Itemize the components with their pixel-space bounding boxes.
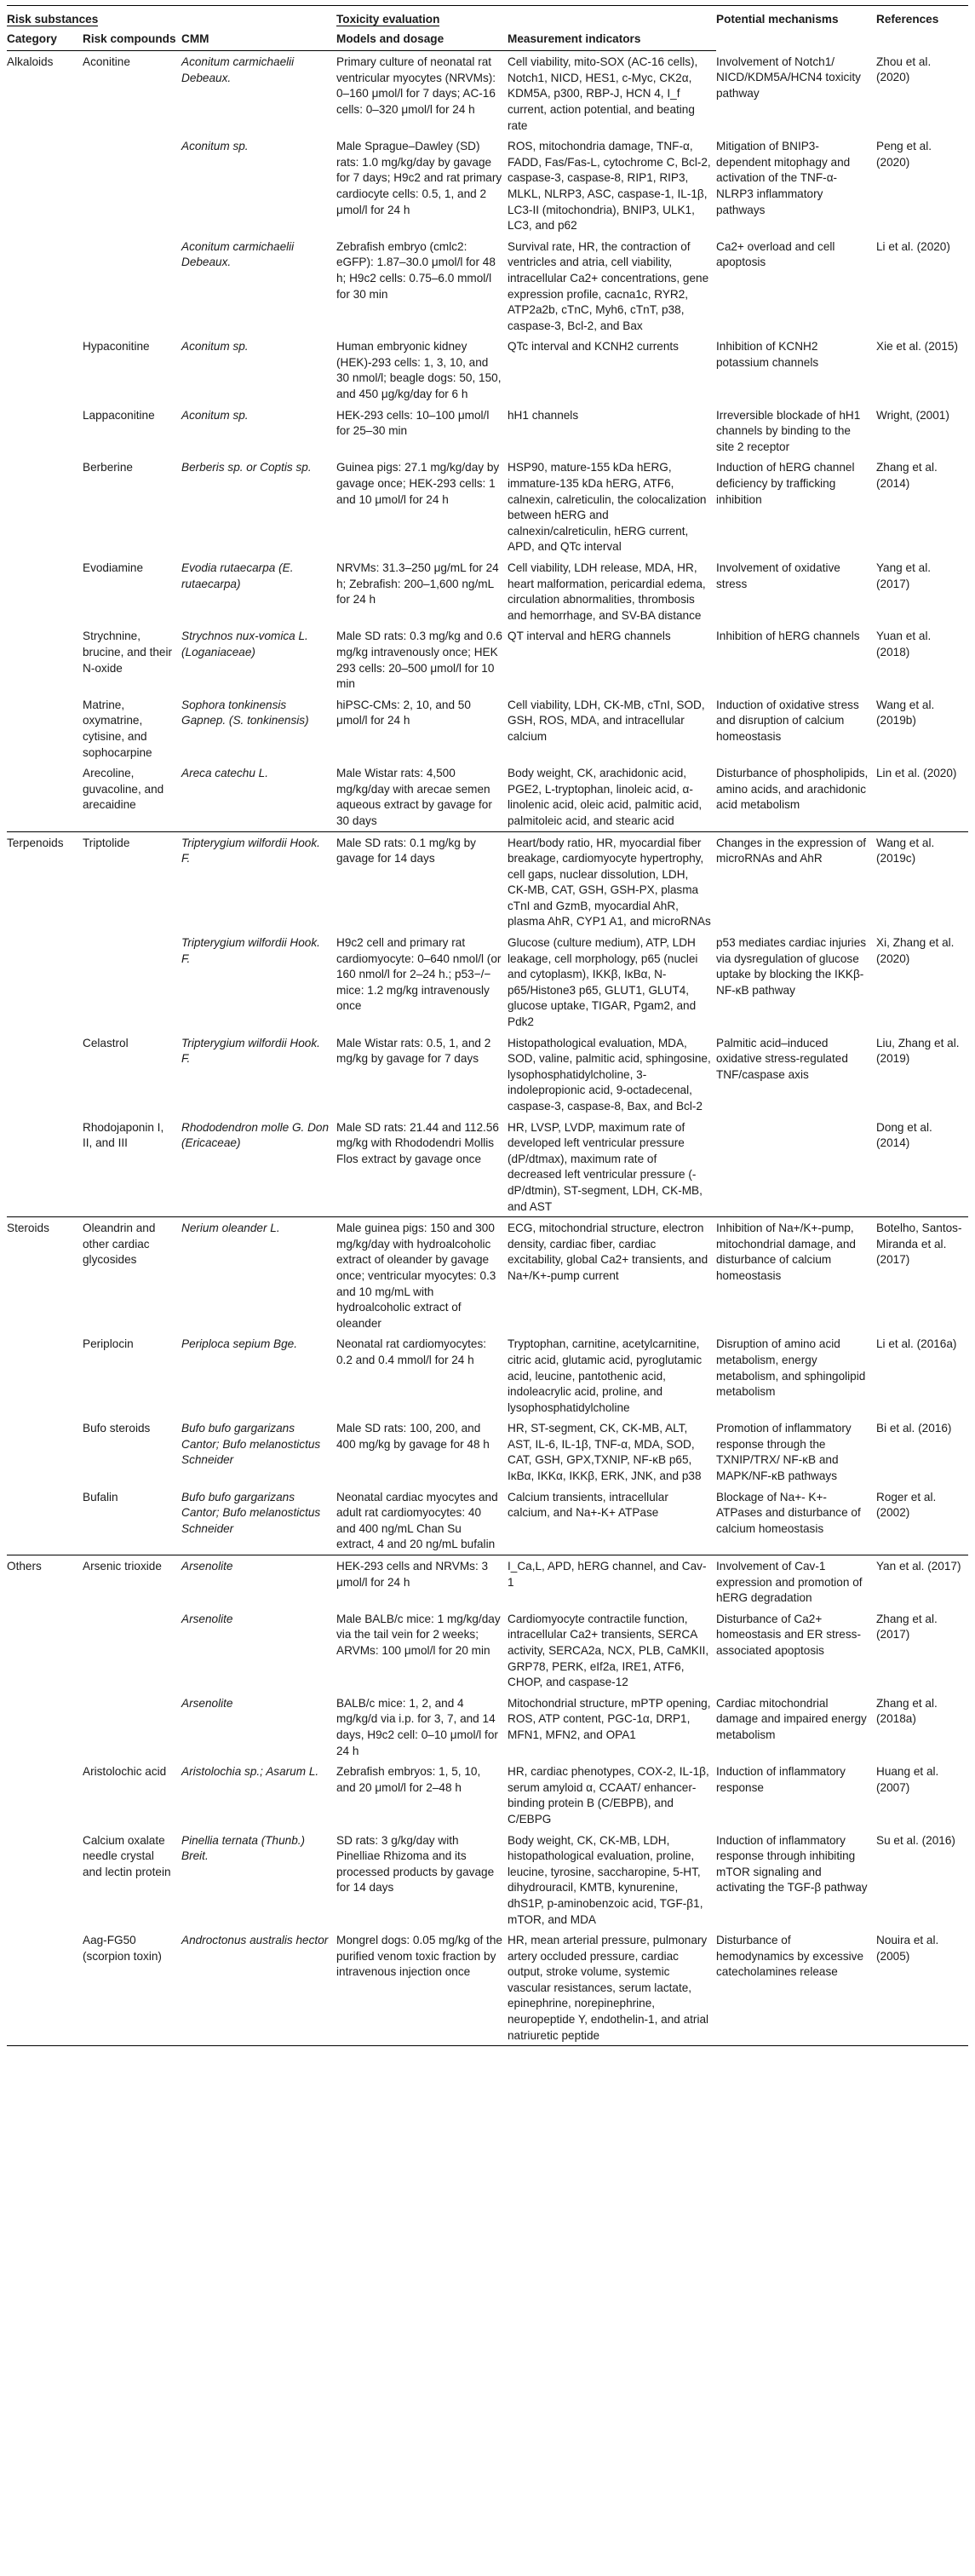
cell-ref: Huang et al. (2007) bbox=[876, 1765, 939, 1794]
header-cmm: CMM bbox=[181, 29, 336, 51]
cell-models: Male SD rats: 0.3 mg/kg and 0.6 mg/kg intravenously once; HEK 293 cells: 20–500 μmol/l for 10 min bbox=[336, 630, 502, 691]
cell-mechanisms: Disturbance of Ca2+ homeostasis and ER stress-associated apoptosis bbox=[716, 1612, 861, 1657]
cell-compound bbox=[83, 1608, 181, 1693]
cell-category bbox=[7, 1032, 83, 1117]
cell-indicators: QT interval and hERG channels bbox=[508, 630, 671, 643]
cell-models: Neonatal rat cardiomyocytes: 0.2 and 0.4 mmol/l for 24 h bbox=[336, 1337, 487, 1366]
cell-mechanisms: Induction of oxidative stress and disruption of calcium homeostasis bbox=[716, 698, 859, 743]
cell-cmm: Aconitum sp. bbox=[181, 140, 249, 153]
cell-cmm: Periploca sepium Bge. bbox=[181, 1337, 298, 1351]
cell-category bbox=[7, 405, 83, 457]
cell-category bbox=[7, 932, 83, 1032]
header-models-and-dosage: Models and dosage bbox=[336, 29, 508, 51]
header-category: Category bbox=[7, 29, 83, 51]
table-row bbox=[7, 694, 968, 762]
cell-cmm: Arsenolite bbox=[181, 1555, 336, 1608]
cell-cmm: Aconitum carmichaelii Debeaux. bbox=[181, 55, 295, 84]
table-row bbox=[7, 336, 968, 404]
table-row bbox=[7, 625, 968, 693]
cell-models: H9c2 cell and primary rat cardiomyocyte: 0–640 nmol/l (or 160 nmol/l for 2–24 h.; p53−/− mice: 1.2 mg/kg intravenously once bbox=[336, 936, 502, 1013]
cell-ref: Zhang et al. (2018a) bbox=[876, 1696, 938, 1726]
cell-category bbox=[7, 1761, 83, 1829]
cell-category bbox=[7, 625, 83, 693]
cell-mechanisms: Inhibition of hERG channels bbox=[716, 630, 860, 643]
cell-compound: Triptolide bbox=[83, 831, 181, 932]
cell-cmm: Tripterygium wilfordii Hook. F. bbox=[181, 936, 320, 965]
cell-models: Male Wistar rats: 0.5, 1, and 2 mg/kg by gavage for 7 days bbox=[336, 1036, 491, 1066]
cell-indicators: Survival rate, HR, the contraction of ventricles and atria, cell viability, intracellular Ca2+ concentrations, gene expression profile, cacna1c, RYR2, ATP2a2b, cTnC, Myh6, cTnT, p38, caspase-3, Bcl-2, and Bax bbox=[508, 239, 709, 332]
cell-models: Male SD rats: 100, 200, and 400 mg/kg by gavage for 48 h bbox=[336, 1422, 490, 1451]
cell-indicators: ECG, mitochondrial structure, electron density, cardiac fiber, cardiac excitability, global Ca2+ transients, and Na+/K+-pump current bbox=[508, 1217, 716, 1334]
cell-ref: Botelho, Santos-Miranda et al. (2017) bbox=[876, 1217, 968, 1334]
cell-cmm: Tripterygium wilfordii Hook. F. bbox=[181, 831, 336, 932]
header-risk-compounds: Risk compounds bbox=[83, 29, 181, 51]
cell-ref: Roger et al. (2002) bbox=[876, 1490, 937, 1520]
cell-cmm: Aconitum carmichaelii Debeaux. bbox=[181, 239, 295, 269]
cell-mechanisms: Promotion of inflammatory response through the TXNIP/TRX/ NF-κB and MAPK/NF-κB pathways bbox=[716, 1422, 852, 1483]
cell-models: Zebrafish embryo (cmlc2: eGFP): 1.87–30.0 μmol/l for 48 h; H9c2 cells: 0.75–6.0 mmol/l for 30 min bbox=[336, 239, 496, 301]
cell-mechanisms: Induction of hERG channel deficiency by trafficking inhibition bbox=[716, 461, 855, 506]
cell-models: Mongrel dogs: 0.05 mg/kg of the purified venom toxic fraction by intravenous injection once bbox=[336, 1929, 508, 2046]
table-row bbox=[7, 1929, 968, 2046]
header-measurement-indicators: Measurement indicators bbox=[508, 29, 716, 51]
cell-category bbox=[7, 1333, 83, 1417]
cell-mechanisms: Changes in the expression of microRNAs and AhR bbox=[716, 831, 876, 932]
cell-compound: Periplocin bbox=[83, 1337, 134, 1351]
cell-mechanisms: Mitigation of BNIP3-dependent mitophagy and activation of the TNF-α-NLRP3 inflammatory pathways bbox=[716, 140, 851, 216]
cell-mechanisms: Palmitic acid–induced oxidative stress-regulated TNF/caspase axis bbox=[716, 1036, 848, 1081]
cell-ref: Wright, (2001) bbox=[876, 408, 949, 422]
cell-ref: Su et al. (2016) bbox=[876, 1833, 955, 1847]
cell-cmm: Areca catechu L. bbox=[181, 767, 269, 780]
cell-category bbox=[7, 135, 83, 236]
cell-models: Male SD rats: 21.44 and 112.56 mg/kg with Rhododendri Mollis Flos extract by gavage once bbox=[336, 1120, 499, 1165]
cell-compound bbox=[83, 135, 181, 236]
cell-indicators: Glucose (culture medium), ATP, LDH leakage, cell morphology, p65 (nuclei and cytoplasm), IKKβ, IκBα, N-p65/Histone3 p65, GLUT1, GLUT4, glucose uptake, TIGAR, Pgam2, and Pdk2 bbox=[508, 936, 698, 1029]
cell-mechanisms: Disturbance of phospholipids, amino acids, and arachidonic acid metabolism bbox=[716, 767, 869, 812]
cell-mechanisms: Disruption of amino acid metabolism, energy metabolism, and sphingolipid metabolism bbox=[716, 1337, 866, 1399]
cell-mechanisms: Irreversible blockade of hH1 channels by binding to the site 2 receptor bbox=[716, 408, 861, 453]
cell-models: Male Sprague–Dawley (SD) rats: 1.0 mg/kg/day by gavage for 7 days; H9c2 and rat primary cardiocyte cells: 0.5, 1, and 2 μmol/l for 24 h bbox=[336, 140, 502, 216]
cell-cmm: Berberis sp. or Coptis sp. bbox=[181, 461, 312, 474]
cell-ref: Wang et al. (2019b) bbox=[876, 698, 935, 727]
cell-models: HEK-293 cells and NRVMs: 3 μmol/l for 24 h bbox=[336, 1555, 508, 1608]
cell-ref: Lin et al. (2020) bbox=[876, 767, 957, 780]
cell-models: Male BALB/c mice: 1 mg/kg/day via the tail vein for 2 weeks; ARVMs: 100 μmol/l for 20 min bbox=[336, 1612, 501, 1657]
table-row bbox=[7, 1761, 968, 1829]
cell-ref: Yang et al. (2017) bbox=[876, 561, 931, 590]
cell-indicators: HR, LVSP, LVDP, maximum rate of developed left ventricular pressure (dP/dtmax), maximum rate of decreased left ventricular pressure (-dP/dtmin), ST-segment, LDH, CK-MB, and AST bbox=[508, 1120, 703, 1213]
cell-compound: Arecoline, guvacoline, and arecaidine bbox=[83, 767, 164, 812]
table-row bbox=[7, 236, 968, 336]
cell-cmm: Strychnos nux-vomica L. (Loganiaceae) bbox=[181, 630, 308, 658]
cell-compound: Matrine, oxymatrine, cytisine, and sophocarpine bbox=[83, 698, 152, 759]
cell-models: Human embryonic kidney (HEK)-293 cells: 1, 3, 10, and 30 nmol/l; beagle dogs: 50, 150, and 450 μg/kg/day for 6 h bbox=[336, 340, 502, 401]
cell-mechanisms bbox=[716, 1117, 876, 1217]
cell-category bbox=[7, 1417, 83, 1486]
toxicity-table bbox=[7, 5, 968, 2046]
cell-models: Male Wistar rats: 4,500 mg/kg/day with arecae semen aqueous extract by gavage for 30 days bbox=[336, 767, 492, 827]
toxicity-table-page bbox=[7, 5, 968, 2046]
cell-ref: Wang et al. (2019c) bbox=[876, 831, 968, 932]
cell-ref: Nouira et al. (2005) bbox=[876, 1929, 968, 2046]
cell-category: Terpenoids bbox=[7, 831, 83, 932]
cell-ref: Liu, Zhang et al. (2019) bbox=[876, 1036, 960, 1066]
table-row bbox=[7, 1486, 968, 1555]
cell-ref: Peng et al. (2020) bbox=[876, 140, 932, 169]
cell-cmm: Bufo bufo gargarizans Cantor; Bufo melanostictus Schneider bbox=[181, 1422, 321, 1467]
cell-models: BALB/c mice: 1, 2, and 4 mg/kg/d via i.p. for 3, 7, and 14 days, H9c2 cell: 0–10 μmol/l for 24 h bbox=[336, 1696, 498, 1757]
cell-ref: Xi, Zhang et al. (2020) bbox=[876, 936, 955, 965]
cell-indicators: Cell viability, LDH, CK-MB, cTnI, SOD, GSH, ROS, MDA, and intracellular calcium bbox=[508, 698, 705, 743]
cell-mechanisms: Induction of inflammatory response bbox=[716, 1765, 846, 1794]
table-row bbox=[7, 831, 968, 932]
cell-category: Steroids bbox=[7, 1217, 83, 1334]
cell-compound: Rhodojaponin I, II, and III bbox=[83, 1120, 164, 1150]
cell-mechanisms: Ca2+ overload and cell apoptosis bbox=[716, 239, 835, 269]
table-row bbox=[7, 557, 968, 625]
cell-compound bbox=[83, 1693, 181, 1761]
cell-compound: Lappaconitine bbox=[83, 408, 155, 422]
cell-category bbox=[7, 557, 83, 625]
cell-compound: Celastrol bbox=[83, 1036, 129, 1049]
cell-indicators: HR, mean arterial pressure, pulmonary artery occluded pressure, cardiac output, stroke volume, systemic vascular resistances, serum lactate, epinephrine, norepinephrine, neuropeptide Y, endothelin-1, and atrial natriuretic peptide bbox=[508, 1929, 716, 2046]
cell-indicators: Body weight, CK, CK-MB, LDH, histopathological evaluation, proline, leucine, tyrosine, saccharopine, 5-HT, dihydrouracil, KMTB, kynurenine, dhS1P, p-aminobenzoic acid, TGF-β1, mTOR, and MDA bbox=[508, 1833, 703, 1926]
cell-indicators: Heart/body ratio, HR, myocardial fiber breakage, cardiomyocyte hypertrophy, cell gaps, nuclear dissolution, LDH, CK-MB, CAT, GSH, GSH-PX, plasma cTnI and GzmB, myocardial AhR, plasma AhR, CYP1 A1, and microRNAs bbox=[508, 831, 716, 932]
cell-indicators: HR, cardiac phenotypes, COX-2, IL-1β, serum amyloid α, CCAAT/ enhancer-binding protein B (C/EBPB), and C/EBPG bbox=[508, 1765, 709, 1826]
cell-compound: Aristolochic acid bbox=[83, 1765, 167, 1779]
table-row bbox=[7, 1693, 968, 1761]
cell-cmm: Aconitum sp. bbox=[181, 340, 249, 354]
cell-ref: Zhang et al. (2014) bbox=[876, 461, 938, 491]
cell-indicators: Cell viability, LDH release, MDA, HR, heart malformation, pericardial edema, circulation abnormalities, thrombosis and hemorrhage, and SV-BA distance bbox=[508, 561, 706, 622]
cell-models: hiPSC-CMs: 2, 10, and 50 μmol/l for 24 h bbox=[336, 698, 471, 727]
cell-mechanisms: Cardiac mitochondrial damage and impaired energy metabolism bbox=[716, 1696, 867, 1741]
cell-category bbox=[7, 336, 83, 404]
header-toxicity-evaluation: Toxicity evaluation bbox=[336, 6, 716, 29]
cell-category: Others bbox=[7, 1555, 83, 1608]
cell-compound: Calcium oxalate needle crystal and lectin protein bbox=[83, 1833, 171, 1878]
cell-compound: Evodiamine bbox=[83, 561, 144, 574]
cell-indicators: Histopathological evaluation, MDA, SOD, valine, palmitic acid, sphingosine, lysophosphatidylcholine, 3-indolepropionic acid, 9-octadecenal, caspase-3, caspase-8, Bax, and Bcl-2 bbox=[508, 1036, 711, 1113]
cell-cmm: Bufo bufo gargarizans Cantor; Bufo melanostictus Schneider bbox=[181, 1490, 321, 1535]
cell-compound: Arsenic trioxide bbox=[83, 1555, 181, 1608]
cell-cmm: Androctonus australis hector bbox=[181, 1929, 336, 2046]
cell-mechanisms: Blockage of Na+- K+-ATPases and disturbance of calcium homeostasis bbox=[716, 1490, 861, 1535]
table-row bbox=[7, 51, 968, 135]
cell-ref: Yuan et al. (2018) bbox=[876, 630, 932, 658]
cell-ref: Li et al. (2020) bbox=[876, 239, 950, 253]
cell-indicators: Cardiomyocyte contractile function, intracellular Ca2+ transients, SERCA activity, SERCA2a, NCX, PLB, CaMKII, GRP78, PERK, eIf2a, IRE1, ATF6, CHOP, and caspase-12 bbox=[508, 1612, 709, 1689]
cell-cmm: Pinellia ternata (Thunb.) Breit. bbox=[181, 1833, 306, 1863]
cell-category bbox=[7, 1608, 83, 1693]
header-references: References bbox=[876, 6, 968, 51]
cell-category bbox=[7, 457, 83, 557]
cell-category: Alkaloids bbox=[7, 55, 54, 69]
cell-indicators: Cell viability, mito-SOX (AC-16 cells), Notch1, NICD, HES1, c-Myc, CK2α, KDM5A, p300, RBP-J, HCN 4, I_f current, action potential, and beating rate bbox=[508, 55, 698, 132]
header-potential-mechanisms: Potential mechanisms bbox=[716, 6, 876, 51]
table-row bbox=[7, 405, 968, 457]
cell-models: Male guinea pigs: 150 and 300 mg/kg/day with hydroalcoholic extract of oleander by gavage once; ventricular myocytes: 0.3 and 10 mg/mL with hydroalcoholic extract of oleander bbox=[336, 1217, 508, 1334]
cell-indicators: I_Ca,L, APD, hERG channel, and Cav-1 bbox=[508, 1555, 716, 1608]
table-row bbox=[7, 1555, 968, 1608]
table-body bbox=[7, 51, 968, 2046]
cell-cmm: Aconitum sp. bbox=[181, 408, 249, 422]
cell-cmm: Evodia rutaecarpa (E. rutaecarpa) bbox=[181, 561, 294, 590]
cell-models: Primary culture of neonatal rat ventricular myocytes (NRVMs): 0–160 μmol/l for 7 days; AC-16 cells: 0–320 μmol/l for 24 h bbox=[336, 55, 496, 116]
cell-category bbox=[7, 1929, 83, 2046]
cell-category bbox=[7, 1830, 83, 1930]
cell-models: SD rats: 3 g/kg/day with Pinelliae Rhizoma and its processed products by gavage for 14 days bbox=[336, 1833, 495, 1895]
cell-cmm: Arsenolite bbox=[181, 1612, 233, 1625]
cell-cmm: Sophora tonkinensis Gapnep. (S. tonkinensis) bbox=[181, 698, 309, 727]
table-row bbox=[7, 1217, 968, 1334]
cell-models: Male SD rats: 0.1 mg/kg by gavage for 14 days bbox=[336, 831, 508, 932]
cell-compound: Aag-FG50 (scorpion toxin) bbox=[83, 1929, 181, 2046]
table-row bbox=[7, 1032, 968, 1117]
cell-category bbox=[7, 762, 83, 831]
table-row bbox=[7, 1417, 968, 1486]
cell-ref: Bi et al. (2016) bbox=[876, 1422, 952, 1435]
cell-indicators: Tryptophan, carnitine, acetylcarnitine, citric acid, glutamic acid, pyroglutamic acid, leucine, pantothenic acid, indoleacrylic acid, proline, and lysophosphatidylcholine bbox=[508, 1337, 703, 1414]
cell-models: Neonatal cardiac myocytes and adult rat cardiomyocytes: 40 and 400 ng/mL Chan Su extract, 4 and 20 ng/mL bufalin bbox=[336, 1490, 498, 1551]
cell-indicators: Mitochondrial structure, mPTP opening, ROS, ATP content, PGC-1α, DRP1, MFN1, MFN2, and OPA1 bbox=[508, 1696, 711, 1741]
cell-ref: Xie et al. (2015) bbox=[876, 340, 958, 354]
cell-compound bbox=[83, 932, 181, 1032]
cell-indicators: HSP90, mature-155 kDa hERG, immature-135 kDa hERG, ATF6, calnexin, calreticulin, the colocalization between hERG and calnexin/calreticulin, hERG current, APD, and QTc interval bbox=[508, 461, 707, 554]
cell-compound: Oleandrin and other cardiac glycosides bbox=[83, 1217, 181, 1334]
cell-models: Zebrafish embryos: 1, 5, 10, and 20 μmol/l for 2–48 h bbox=[336, 1765, 481, 1794]
table-row bbox=[7, 1608, 968, 1693]
cell-ref: Dong et al. (2014) bbox=[876, 1120, 932, 1150]
cell-category bbox=[7, 236, 83, 336]
cell-mechanisms: Inhibition of Na+/K+-pump, mitochondrial damage, and disturbance of calcium homeostasis bbox=[716, 1217, 876, 1334]
table-row bbox=[7, 762, 968, 831]
cell-models: NRVMs: 31.3–250 μg/mL for 24 h; Zebrafish: 200–1,600 ng/mL for 24 h bbox=[336, 561, 499, 607]
cell-mechanisms: Inhibition of KCNH2 potassium channels bbox=[716, 340, 819, 369]
cell-indicators: QTc interval and KCNH2 currents bbox=[508, 340, 679, 354]
header-risk-substances: Risk substances bbox=[7, 6, 336, 29]
cell-indicators: hH1 channels bbox=[508, 408, 579, 422]
cell-mechanisms: Involvement of Cav-1 expression and promotion of hERG degradation bbox=[716, 1555, 876, 1608]
cell-mechanisms: Disturbance of hemodynamics by excessive catecholamines release bbox=[716, 1929, 876, 2046]
cell-cmm: Arsenolite bbox=[181, 1696, 233, 1710]
cell-compound: Bufalin bbox=[83, 1490, 118, 1504]
cell-cmm: Tripterygium wilfordii Hook. F. bbox=[181, 1036, 320, 1066]
table-header bbox=[7, 6, 968, 51]
table-row bbox=[7, 1117, 968, 1217]
cell-cmm: Aristolochia sp.; Asarum L. bbox=[181, 1765, 319, 1779]
cell-compound: Berberine bbox=[83, 461, 133, 474]
cell-ref: Li et al. (2016a) bbox=[876, 1337, 957, 1351]
cell-ref: Yan et al. (2017) bbox=[876, 1555, 968, 1608]
cell-indicators: Body weight, CK, arachidonic acid, PGE2, L-tryptophan, linoleic acid, α-linolenic acid, oleic acid, palmitic acid, palmitoleic acid, and stearic acid bbox=[508, 767, 703, 827]
cell-category bbox=[7, 1693, 83, 1761]
table-row bbox=[7, 1830, 968, 1930]
cell-ref: Zhou et al. (2020) bbox=[876, 55, 932, 84]
cell-compound: Bufo steroids bbox=[83, 1422, 151, 1435]
table-row bbox=[7, 457, 968, 557]
table-row bbox=[7, 932, 968, 1032]
cell-indicators: Calcium transients, intracellular calcium, and Na+-K+ ATPase bbox=[508, 1490, 668, 1520]
cell-mechanisms: Involvement of Notch1/ NICD/KDM5A/HCN4 toxicity pathway bbox=[716, 55, 861, 100]
cell-mechanisms: Involvement of oxidative stress bbox=[716, 561, 840, 590]
cell-compound: Strychnine, brucine, and their N-oxide bbox=[83, 630, 173, 675]
cell-models: HEK-293 cells: 10–100 μmol/l for 25–30 min bbox=[336, 408, 490, 438]
cell-indicators: ROS, mitochondria damage, TNF-α, FADD, Fas/Fas-L, cytochrome C, Bcl-2, caspase-3, caspase-8, RIP1, RIP3, MLKL, NLRP3, ASC, caspase-1, IL-1β, LC3-II (mitochondria), BNIP3, ULK1, LC3, and p62 bbox=[508, 140, 711, 233]
cell-category bbox=[7, 694, 83, 762]
cell-compound: Hypaconitine bbox=[83, 340, 150, 354]
cell-category bbox=[7, 1486, 83, 1555]
cell-models: Guinea pigs: 27.1 mg/kg/day by gavage once; HEK-293 cells: 1 and 10 μmol/l for 24 h bbox=[336, 461, 500, 506]
cell-mechanisms: Induction of inflammatory response through inhibiting mTOR signaling and activating the TGF-β pathway bbox=[716, 1833, 868, 1895]
table-row bbox=[7, 1333, 968, 1417]
cell-mechanisms: p53 mediates cardiac injuries via dysregulation of glucose uptake by blocking the IKKβ-NF-κB pathway bbox=[716, 936, 867, 997]
cell-cmm: Nerium oleander L. bbox=[181, 1217, 336, 1334]
cell-ref: Zhang et al. (2017) bbox=[876, 1612, 938, 1642]
cell-cmm: Rhododendron molle G. Don (Ericaceae) bbox=[181, 1120, 330, 1150]
cell-category bbox=[7, 1117, 83, 1217]
cell-compound: Aconitine bbox=[83, 55, 130, 69]
cell-indicators: HR, ST-segment, CK, CK-MB, ALT, AST, IL-6, IL-1β, TNF-α, MDA, SOD, CAT, GSH, GPX,TXNIP, NF-κB p65, IκBα, IKKα, IKKβ, ERK, JNK, and p38 bbox=[508, 1422, 702, 1483]
table-row bbox=[7, 135, 968, 236]
cell-compound bbox=[83, 236, 181, 336]
